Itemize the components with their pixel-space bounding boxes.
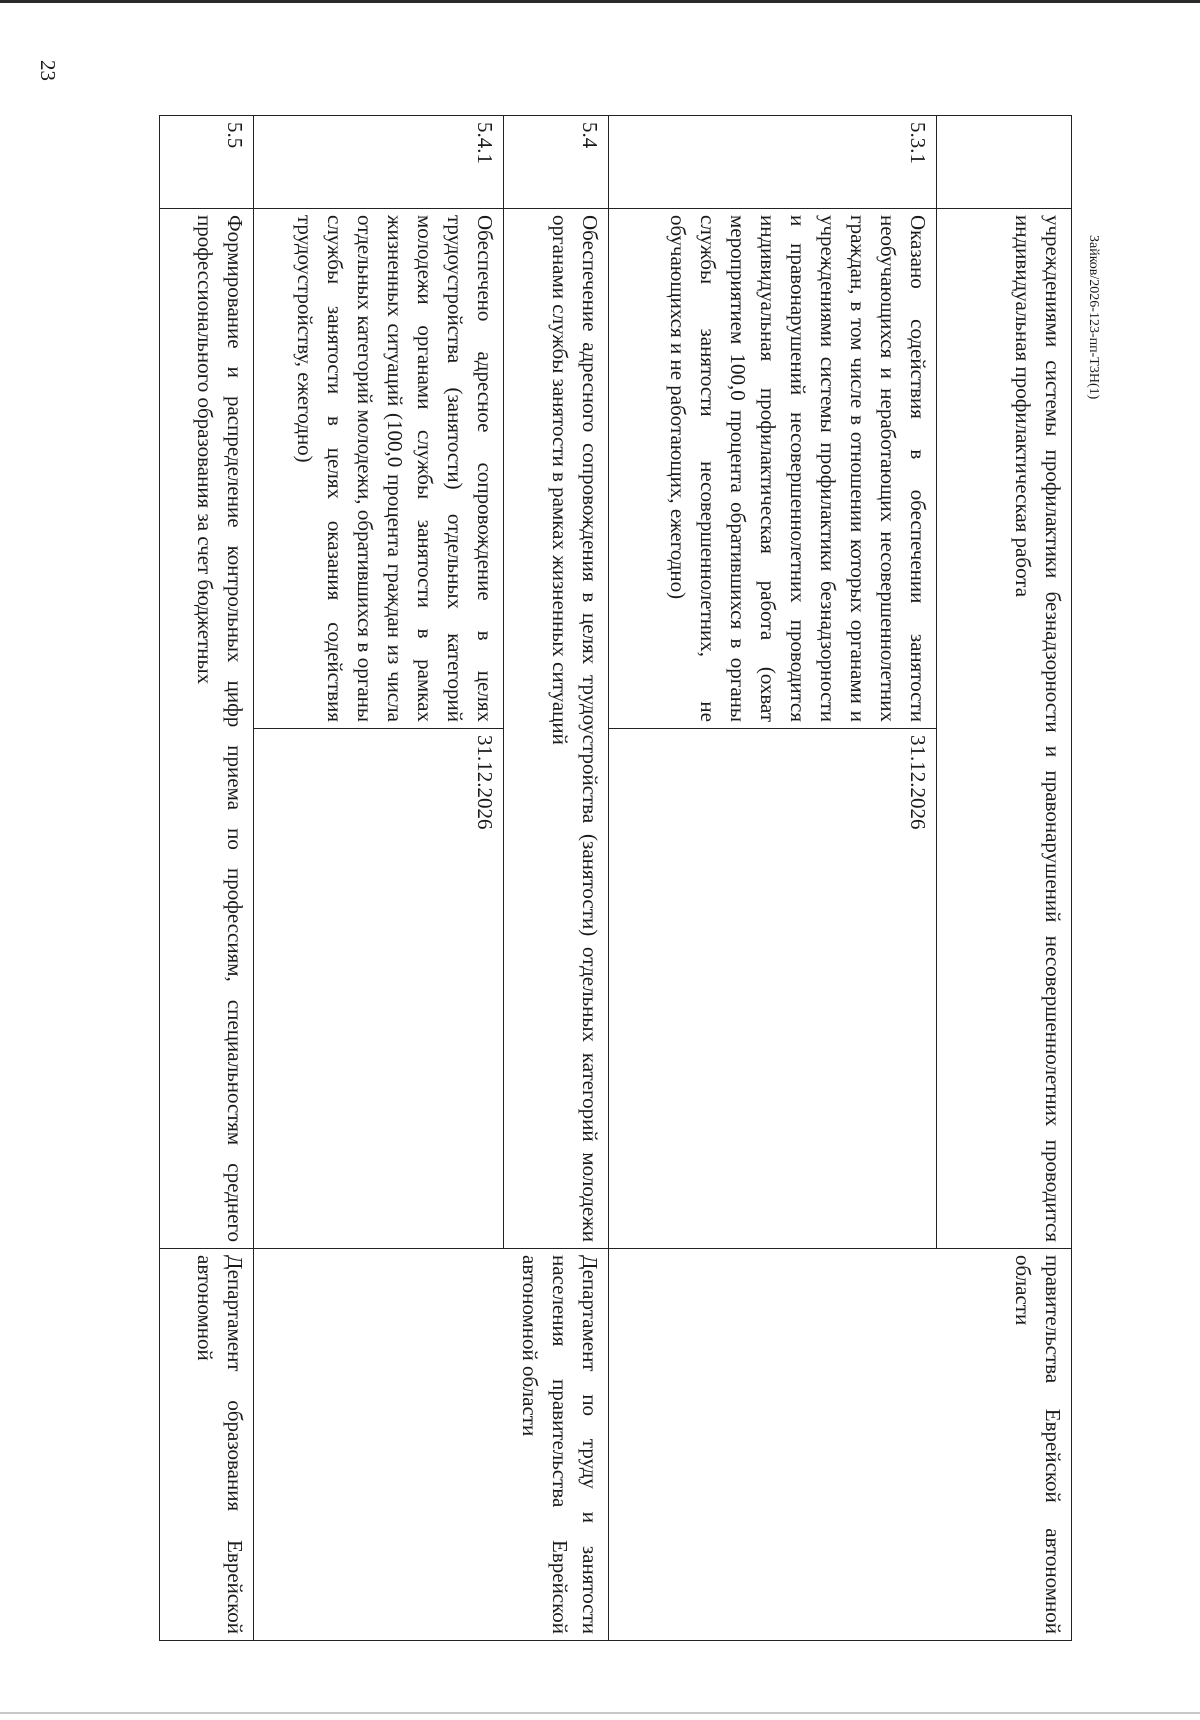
measure-text: учреждениями системы профилактики безнадзорности и правонарушений несовершеннолетних проводится индивидуальная профилактическая работа: [937, 209, 1072, 1249]
deadline-date: 31.12.2026: [254, 729, 504, 1249]
table-row-5-5: [160, 116, 254, 1641]
measure-text: Формирование и распределение контрольных цифр приема по профессиям, специальностям среднего профессионального образования за счет бюджетных: [160, 209, 254, 1249]
row-number: 5.4: [504, 116, 609, 209]
row-number: [937, 116, 1072, 209]
responsible-cell: Департамент по труду и занятости населения правительства Еврейской автономной области: [254, 1249, 609, 1641]
responsible-cell: Департамент образования Еврейской автономной: [160, 1249, 254, 1641]
footer-code: Зайков/2026-123-пп-Т3Н(1): [1086, 235, 1101, 400]
measure-text: Обеспечено адресное сопровождение в целях трудоустройства (занятости) отдельных категорий молодежи органами службы занятости в рамках жизненных ситуаций (100,0 процента граждан из числа отдельных категорий молодежи, обратившихся в органы службы занятости в целях оказания содействия трудоустройству, ежегодно): [254, 209, 504, 729]
row-number: 5.3.1: [609, 116, 937, 209]
measure-text: Обеспечение адресного сопровождения в целях трудоустройства (занятости) отдельных категорий молодежи органами службы занятости в рамках жизненных ситуаций: [504, 209, 609, 1249]
page-number: 23: [36, 60, 60, 81]
row-number: 5.5: [160, 116, 254, 209]
deadline-date: 31.12.2026: [609, 729, 937, 1249]
measure-text: Оказано содействия в обеспечении занятости необучающихся и неработающих несовершеннолетних граждан, в том числе в отношении которых органами и учреждениями системы профилактики безнадзорности и правонарушений несовершеннолетних проводится индивидуальная профилактическая работа (охват мероприятием 100,0 процента обратившихся в органы службы занятости несовершеннолетних, не обучающихся и не работающих, ежегодно): [609, 209, 937, 729]
row-number: 5.4.1: [254, 116, 504, 209]
measures-table: [159, 115, 1072, 1641]
rotated-table-container: [160, 115, 1072, 1640]
responsible-cell: правительства Еврейской автономной области: [609, 1249, 1072, 1641]
table-row-continuation: [937, 116, 1072, 1641]
scan-edge-top: [0, 0, 1200, 3]
scan-edge-bottom: [0, 1712, 1200, 1714]
table-row-5-4: [504, 116, 609, 1641]
